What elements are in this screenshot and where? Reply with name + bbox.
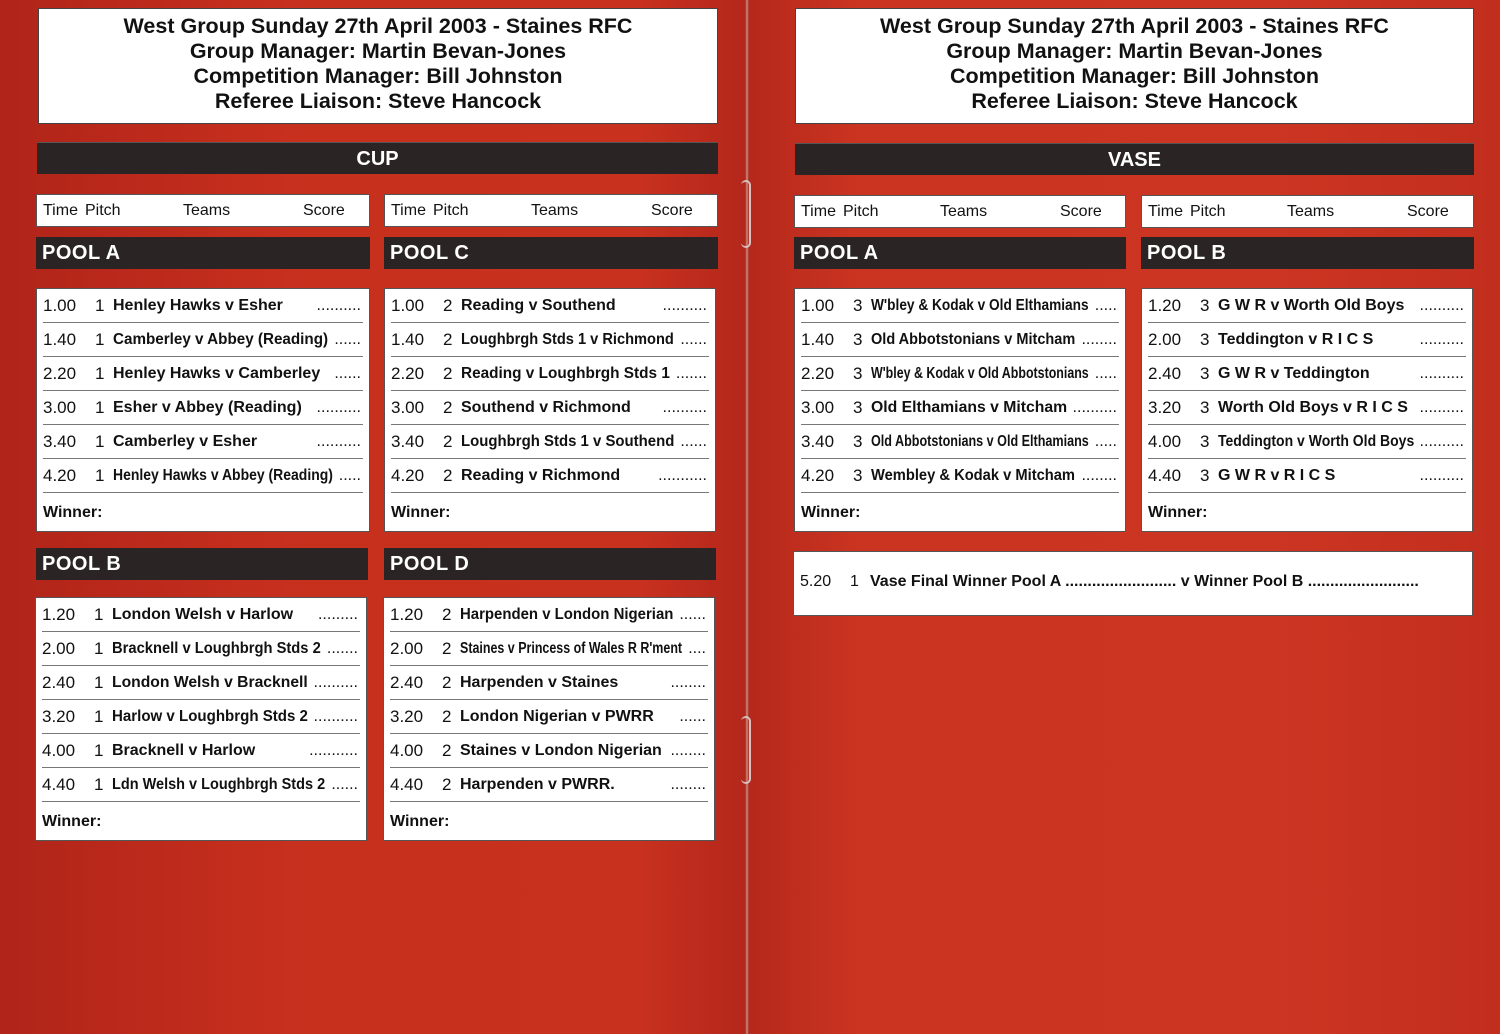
fixture-row xyxy=(1148,459,1466,493)
fixture-time: 1.40 xyxy=(391,330,425,349)
fixture-pitch: 1 xyxy=(94,639,104,658)
fixture-pitch: 1 xyxy=(95,296,105,315)
fixture-time: 3.00 xyxy=(43,398,77,417)
fixture-score: ....... xyxy=(326,640,358,657)
fixture-time: 4.20 xyxy=(43,466,77,485)
cup-pool-d-title: POOL D xyxy=(384,548,716,580)
fixture-teams: Harpenden v London Nigerian xyxy=(460,606,674,623)
fixture-teams: Ldn Welsh v Loughbrgh Stds 2 xyxy=(112,776,326,793)
fixture-time: 2.40 xyxy=(1148,364,1182,383)
cup-pool-c-title: POOL C xyxy=(384,237,718,269)
fixture-row xyxy=(42,700,360,734)
fixture-score: ........ xyxy=(1081,331,1117,348)
fixture-row xyxy=(43,391,363,425)
fixture-time: 4.40 xyxy=(1148,466,1182,485)
fixture-row xyxy=(390,700,708,734)
fixture-pitch: 2 xyxy=(442,605,452,624)
fixture-time: 2.20 xyxy=(801,364,835,383)
fixture-row xyxy=(390,768,708,802)
fixture-row xyxy=(391,459,709,493)
cup-pool-d-box xyxy=(383,597,715,841)
fixture-pitch: 2 xyxy=(443,330,453,349)
fixture-row xyxy=(390,734,708,768)
fixture-pitch: 2 xyxy=(442,707,452,726)
fixture-time: 3.00 xyxy=(391,398,425,417)
fixture-score: .... xyxy=(688,640,706,657)
fixture-row xyxy=(801,425,1119,459)
fixture-score: .......... xyxy=(1419,331,1464,348)
vase-pool-a-box xyxy=(794,288,1126,532)
fixture-teams: Harpenden v Staines xyxy=(460,674,619,691)
fixture-pitch: 2 xyxy=(443,466,453,485)
fixture-pitch: 2 xyxy=(442,639,452,658)
fixture-row xyxy=(391,289,709,323)
fixture-row xyxy=(43,459,363,493)
pool-winner-label: Winner: xyxy=(42,813,102,830)
fixture-time: 3.20 xyxy=(1148,398,1182,417)
fixture-score: .......... xyxy=(662,297,707,314)
fixture-pitch: 3 xyxy=(853,432,863,451)
fixture-row xyxy=(42,734,360,768)
fixture-teams: Henley Hawks v Camberley xyxy=(113,365,321,382)
pool-winner-label: Winner: xyxy=(1148,504,1208,521)
fixture-score: ........... xyxy=(658,467,707,484)
fixture-teams: G W R v Teddington xyxy=(1218,365,1370,382)
header-title: West Group Sunday 27th April 2003 - Staines RFC xyxy=(123,14,633,38)
fixture-time: 1.00 xyxy=(391,296,425,315)
fixture-score: ...... xyxy=(680,331,707,348)
fixture-score: ........ xyxy=(670,674,706,691)
staple-top xyxy=(741,180,751,248)
fixture-time: 3.20 xyxy=(390,707,424,726)
fixture-teams: London Welsh v Bracknell xyxy=(112,674,308,691)
col-teams: Teams xyxy=(531,202,579,219)
col-score: Score xyxy=(1060,203,1102,220)
fixture-row xyxy=(390,598,708,632)
fixture-time: 3.40 xyxy=(801,432,835,451)
fixture-time: 4.00 xyxy=(1148,432,1182,451)
col-time: Time xyxy=(391,202,426,219)
fixture-row xyxy=(43,289,363,323)
fixture-time: 3.40 xyxy=(391,432,425,451)
vase-header-box xyxy=(795,8,1474,124)
fixture-row xyxy=(42,632,360,666)
fixture-time: 1.20 xyxy=(42,605,76,624)
fixture-row xyxy=(390,632,708,666)
fixture-row xyxy=(391,323,709,357)
fixture-score: ....... xyxy=(675,365,707,382)
fixture-score: .......... xyxy=(316,399,361,416)
header-group-manager: Group Manager: Martin Bevan-Jones xyxy=(189,39,567,63)
fixture-pitch: 1 xyxy=(94,673,104,692)
col-time: Time xyxy=(801,203,836,220)
fixture-score: ........... xyxy=(309,742,358,759)
cup-pool-a-box xyxy=(36,288,370,532)
fixture-row xyxy=(1148,357,1466,391)
col-teams: Teams xyxy=(1287,203,1335,220)
fixture-row xyxy=(391,391,709,425)
cup-header-box xyxy=(38,8,718,124)
fixture-score: ........ xyxy=(1081,467,1117,484)
fixture-pitch: 1 xyxy=(94,741,104,760)
fixture-teams: Teddington v Worth Old Boys xyxy=(1218,433,1415,450)
fixture-score: .......... xyxy=(662,399,707,416)
col-score: Score xyxy=(303,202,345,219)
fixture-teams: Teddington v R I C S xyxy=(1218,331,1374,348)
fixture-row xyxy=(801,289,1119,323)
fixture-score: ........ xyxy=(670,742,706,759)
fixture-time: 1.40 xyxy=(43,330,77,349)
fixture-teams: Reading v Loughbrgh Stds 1 xyxy=(461,365,670,382)
vase-column-header-left xyxy=(794,195,1126,228)
fixture-teams: Henley Hawks v Esher xyxy=(113,297,283,314)
fixture-time: 1.20 xyxy=(1148,296,1182,315)
pool-winner-label: Winner: xyxy=(801,504,861,521)
fixture-time: 4.00 xyxy=(42,741,76,760)
fixture-pitch: 1 xyxy=(95,364,105,383)
col-teams: Teams xyxy=(183,202,231,219)
col-score: Score xyxy=(1407,203,1449,220)
header-competition-manager: Competition Manager: Bill Johnston xyxy=(949,64,1320,88)
fixture-time: 1.20 xyxy=(390,605,424,624)
fixture-time: 2.20 xyxy=(391,364,425,383)
fixture-row xyxy=(43,425,363,459)
fixture-row xyxy=(391,357,709,391)
vase-pool-a-title: POOL A xyxy=(794,237,1126,269)
col-pitch: Pitch xyxy=(1190,203,1226,220)
fixture-pitch: 1 xyxy=(95,398,105,417)
fixture-score: ..... xyxy=(1094,297,1117,314)
fixture-teams: Old Abbotstonians v Mitcham xyxy=(871,331,1076,348)
fixture-pitch: 2 xyxy=(443,432,453,451)
fixture-score: ......... xyxy=(317,606,358,623)
fixture-row xyxy=(43,357,363,391)
fixture-teams: Reading v Southend xyxy=(461,297,616,314)
fixture-time: 1.00 xyxy=(43,296,77,315)
fixture-score: ...... xyxy=(680,433,707,450)
fixture-pitch: 3 xyxy=(853,466,863,485)
fixture-teams: Harpenden v PWRR. xyxy=(460,776,615,793)
header-title: West Group Sunday 27th April 2003 - Staines RFC xyxy=(880,14,1389,38)
fixture-row xyxy=(801,391,1119,425)
fixture-teams: Esher v Abbey (Reading) xyxy=(113,399,302,416)
header-group-manager: Group Manager: Martin Bevan-Jones xyxy=(946,39,1323,63)
fixture-pitch: 3 xyxy=(853,296,863,315)
fixture-score: .......... xyxy=(316,433,361,450)
staple-bottom xyxy=(741,716,751,784)
fixture-time: 2.00 xyxy=(42,639,76,658)
fixture-teams: Bracknell v Loughbrgh Stds 2 xyxy=(112,640,321,657)
fixture-time: 3.20 xyxy=(42,707,76,726)
fixture-time: 2.40 xyxy=(42,673,76,692)
fixture-pitch: 3 xyxy=(1200,330,1210,349)
fixture-teams: Camberley v Esher xyxy=(113,433,258,450)
pool-winner-label: Winner: xyxy=(43,504,103,521)
fixture-score: .......... xyxy=(316,297,361,314)
fixture-pitch: 1 xyxy=(94,605,104,624)
fixture-row xyxy=(391,425,709,459)
vase-section-title: VASE xyxy=(795,143,1474,175)
pool-winner-label: Winner: xyxy=(390,813,450,830)
fixture-time: 4.00 xyxy=(390,741,424,760)
fixture-score: ...... xyxy=(334,331,361,348)
fixture-time: 1.40 xyxy=(801,330,835,349)
fixture-teams: Old Elthamians v Mitcham xyxy=(871,399,1068,416)
fixture-pitch: 3 xyxy=(853,330,863,349)
fixture-row xyxy=(801,323,1119,357)
col-pitch: Pitch xyxy=(433,202,469,219)
fixture-time: 4.40 xyxy=(42,775,76,794)
fixture-row xyxy=(801,357,1119,391)
fixture-score: .......... xyxy=(1419,433,1464,450)
fixture-row xyxy=(42,598,360,632)
fixture-row xyxy=(1148,425,1466,459)
fixture-pitch: 1 xyxy=(94,775,104,794)
fixture-teams: W'bley & Kodak v Old Abbotstonians xyxy=(871,365,1089,382)
fixture-teams: Harlow v Loughbrgh Stds 2 xyxy=(112,708,308,725)
fixture-score: .......... xyxy=(1419,467,1464,484)
fixture-score: ...... xyxy=(331,776,358,793)
fixture-time: 2.00 xyxy=(390,639,424,658)
booklet-spine xyxy=(745,0,749,1034)
fixture-teams: Camberley v Abbey (Reading) xyxy=(113,331,329,348)
fixture-score: ..... xyxy=(338,467,361,484)
cup-pool-b-title: POOL B xyxy=(36,548,368,580)
fixture-pitch: 3 xyxy=(1200,466,1210,485)
fixture-teams: London Welsh v Harlow xyxy=(112,606,294,623)
fixture-pitch: 1 xyxy=(95,432,105,451)
cup-section-title: CUP xyxy=(37,142,718,174)
fixture-score: ...... xyxy=(679,606,706,623)
fixture-time: 4.20 xyxy=(391,466,425,485)
col-time: Time xyxy=(43,202,78,219)
cup-pool-c-box xyxy=(384,288,716,532)
vase-pool-b-title: POOL B xyxy=(1141,237,1474,269)
fixture-teams: Reading v Richmond xyxy=(461,467,621,484)
fixture-teams: Southend v Richmond xyxy=(461,399,631,416)
fixture-time: 2.40 xyxy=(390,673,424,692)
fixture-row xyxy=(801,459,1119,493)
fixture-pitch: 3 xyxy=(853,364,863,383)
fixture-score: ...... xyxy=(334,365,361,382)
fixture-row xyxy=(390,666,708,700)
fixture-time: 3.40 xyxy=(43,432,77,451)
col-pitch: Pitch xyxy=(85,202,121,219)
fixture-score: .......... xyxy=(1419,399,1464,416)
fixture-teams: Staines v Princess of Wales R R'ment xyxy=(460,640,683,657)
fixture-score: .......... xyxy=(313,674,358,691)
fixture-row xyxy=(42,768,360,802)
cup-column-header-right xyxy=(384,194,718,227)
fixture-score: ...... xyxy=(679,708,706,725)
fixture-row xyxy=(43,323,363,357)
fixture-pitch: 2 xyxy=(443,398,453,417)
fixture-time: 2.00 xyxy=(1148,330,1182,349)
fixture-row xyxy=(1148,289,1466,323)
col-time: Time xyxy=(1148,203,1183,220)
fixture-teams: Worth Old Boys v R I C S xyxy=(1218,399,1408,416)
vase-final-box xyxy=(793,551,1473,616)
header-referee-liaison: Referee Liaison: Steve Hancock xyxy=(971,89,1298,113)
fixture-time: 2.20 xyxy=(43,364,77,383)
cup-pool-b-box xyxy=(35,597,367,841)
header-competition-manager: Competition Manager: Bill Johnston xyxy=(193,64,563,88)
fixture-score: .......... xyxy=(1419,297,1464,314)
fixture-pitch: 1 xyxy=(95,466,105,485)
fixture-pitch: 2 xyxy=(442,741,452,760)
fixture-score: .......... xyxy=(1072,399,1117,416)
fixture-pitch: 3 xyxy=(1200,432,1210,451)
col-score: Score xyxy=(651,202,693,219)
fixture-score: ..... xyxy=(1094,433,1117,450)
fixture-teams: G W R v R I C S xyxy=(1218,467,1336,484)
fixture-score: ..... xyxy=(1094,365,1117,382)
fixture-row xyxy=(42,666,360,700)
fixture-pitch: 2 xyxy=(443,364,453,383)
fixture-pitch: 2 xyxy=(443,296,453,315)
fixture-pitch: 3 xyxy=(853,398,863,417)
col-pitch: Pitch xyxy=(843,203,879,220)
fixture-row xyxy=(1148,391,1466,425)
cup-pool-a-title: POOL A xyxy=(36,237,370,269)
fixture-score: .......... xyxy=(313,708,358,725)
fixture-pitch: 1 xyxy=(95,330,105,349)
fixture-time: 1.00 xyxy=(801,296,835,315)
fixture-pitch: 3 xyxy=(1200,364,1210,383)
fixture-time: 4.40 xyxy=(390,775,424,794)
fixture-score: ........ xyxy=(670,776,706,793)
fixture-teams: Staines v London Nigerian xyxy=(460,742,662,759)
fixture-teams: G W R v Worth Old Boys xyxy=(1218,297,1405,314)
final-fixture: Vase Final Winner Pool A ......................... v Winner Pool B ......................... xyxy=(870,573,1419,590)
fixture-score: .......... xyxy=(1419,365,1464,382)
fixture-time: 4.20 xyxy=(801,466,835,485)
final-pitch: 1 xyxy=(850,573,859,590)
fixture-teams: Loughbrgh Stds 1 v Southend xyxy=(461,433,675,450)
fixture-teams: London Nigerian v PWRR xyxy=(460,708,654,725)
fixture-teams: Wembley & Kodak v Mitcham xyxy=(871,467,1076,484)
fixture-teams: Henley Hawks v Abbey (Reading) xyxy=(113,467,333,484)
fixture-pitch: 2 xyxy=(442,775,452,794)
fixture-pitch: 1 xyxy=(94,707,104,726)
final-time: 5.20 xyxy=(800,573,832,590)
fixture-time: 3.00 xyxy=(801,398,835,417)
fixture-row xyxy=(1148,323,1466,357)
fixture-teams: Bracknell v Harlow xyxy=(112,742,256,759)
fixture-teams: Old Abbotstonians v Old Elthamians xyxy=(871,433,1089,450)
fixture-pitch: 3 xyxy=(1200,296,1210,315)
fixture-pitch: 3 xyxy=(1200,398,1210,417)
vase-pool-b-box xyxy=(1141,288,1473,532)
fixture-pitch: 2 xyxy=(442,673,452,692)
header-referee-liaison: Referee Liaison: Steve Hancock xyxy=(214,89,542,113)
cup-column-header-left xyxy=(36,194,370,227)
fixture-teams: Loughbrgh Stds 1 v Richmond xyxy=(461,331,674,348)
fixture-teams: W'bley & Kodak v Old Elthamians xyxy=(871,297,1089,314)
vase-column-header-right xyxy=(1141,195,1474,228)
pool-winner-label: Winner: xyxy=(391,504,451,521)
col-teams: Teams xyxy=(940,203,988,220)
